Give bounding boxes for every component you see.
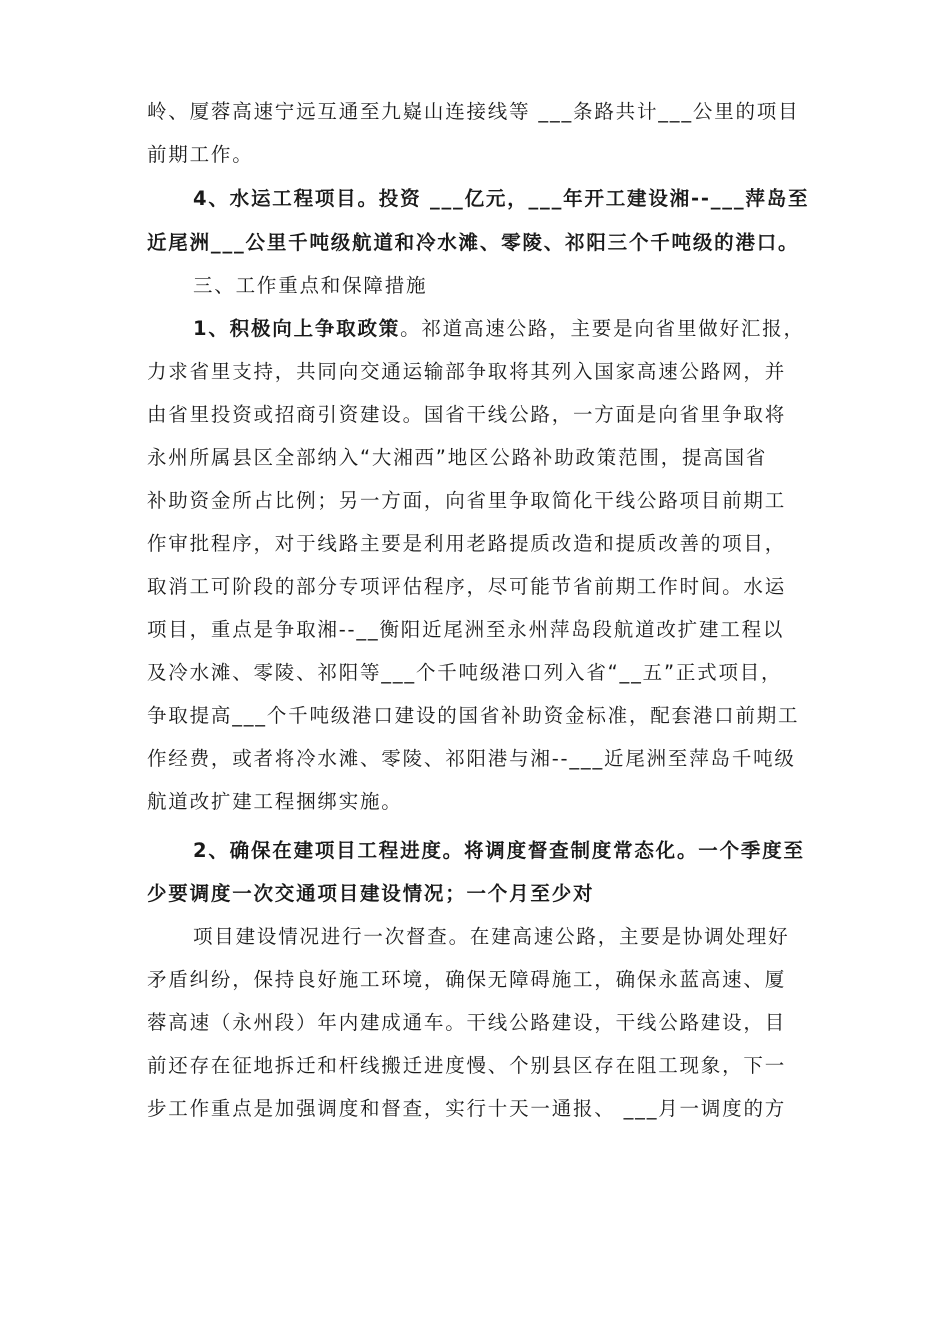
paragraph-1-heading: 1、积极向上争取政策 xyxy=(193,317,401,340)
body-line: 航道改扩建工程捆绑实施。 xyxy=(147,790,403,813)
body-line: 矛盾纠纷，保持良好施工环境，确保无障碍施工，确保永蓝高速、厦 xyxy=(147,968,787,991)
body-line: 前还存在征地拆迁和杆线搬迁进度慢、个别县区存在阻工现象，下一 xyxy=(147,1054,787,1077)
body-line: 力求省里支持，共同向交通运输部争取将其列入国家高速公路网，并 xyxy=(147,360,787,383)
body-line: 补助资金所占比例；另一方面，向省里争取简化干线公路项目前期工 xyxy=(147,489,787,512)
section-4-heading-line: 近尾洲___公里千吨级航道和冷水滩、零陵、祁阳三个千吨级的港口。 xyxy=(147,231,800,254)
paragraph-1-text: 。祁道高速公路，主要是向省里做好汇报， xyxy=(400,317,805,340)
section-4-heading-line: 4、水运工程项目。投资 ___亿元，___年开工建设湘--___萍岛至 xyxy=(193,187,810,210)
body-line: 作经费，或者将冷水滩、零陵、祁阳港与湘--___近尾洲至萍岛千吨级 xyxy=(147,747,796,770)
body-line: 永州所属县区全部纳入“大湘西”地区公路补助政策范围，提高国省 xyxy=(147,446,768,469)
body-line: 取消工可阶段的部分专项评估程序，尽可能节省前期工作时间。水运 xyxy=(147,575,787,598)
body-line: 作审批程序，对于线路主要是利用老路提质改造和提质改善的项目， xyxy=(147,532,787,555)
body-line: 由省里投资或招商引资建设。国省干线公路，一方面是向省里争取将 xyxy=(147,403,787,426)
body-line: 前期工作。 xyxy=(147,143,254,166)
body-line: 蓉高速（永州段）年内建成通车。干线公路建设，干线公路建设，目 xyxy=(147,1011,787,1034)
paragraph-1-first-line xyxy=(193,314,805,344)
body-line: 项目，重点是争取湘--__衡阳近尾洲至永州萍岛段航道改扩建工程以 xyxy=(147,618,785,641)
body-line: 项目建设情况进行一次督查。在建高速公路，主要是协调处理好 xyxy=(193,925,790,948)
paragraph-2-heading-line: 少要调度一次交通项目建设情况；一个月至少对 xyxy=(147,882,595,905)
section-3-heading: 三、工作重点和保障措施 xyxy=(193,274,428,297)
body-line: 步工作重点是加强调度和督查，实行十天一通报、 ___月一调度的方 xyxy=(147,1097,787,1120)
body-line: 争取提高___个千吨级港口建设的国省补助资金标准，配套港口前期工 xyxy=(147,704,800,727)
body-line: 及冷水滩、零陵、祁阳等___个千吨级港口列入省“__五”正式项目， xyxy=(147,661,783,684)
paragraph-2-heading-line: 2、确保在建项目工程进度。将调度督查制度常态化。一个季度至 xyxy=(193,839,805,862)
body-line: 岭、厦蓉高速宁远互通至九嶷山连接线等 ___条路共计___公里的项目 xyxy=(147,100,800,123)
